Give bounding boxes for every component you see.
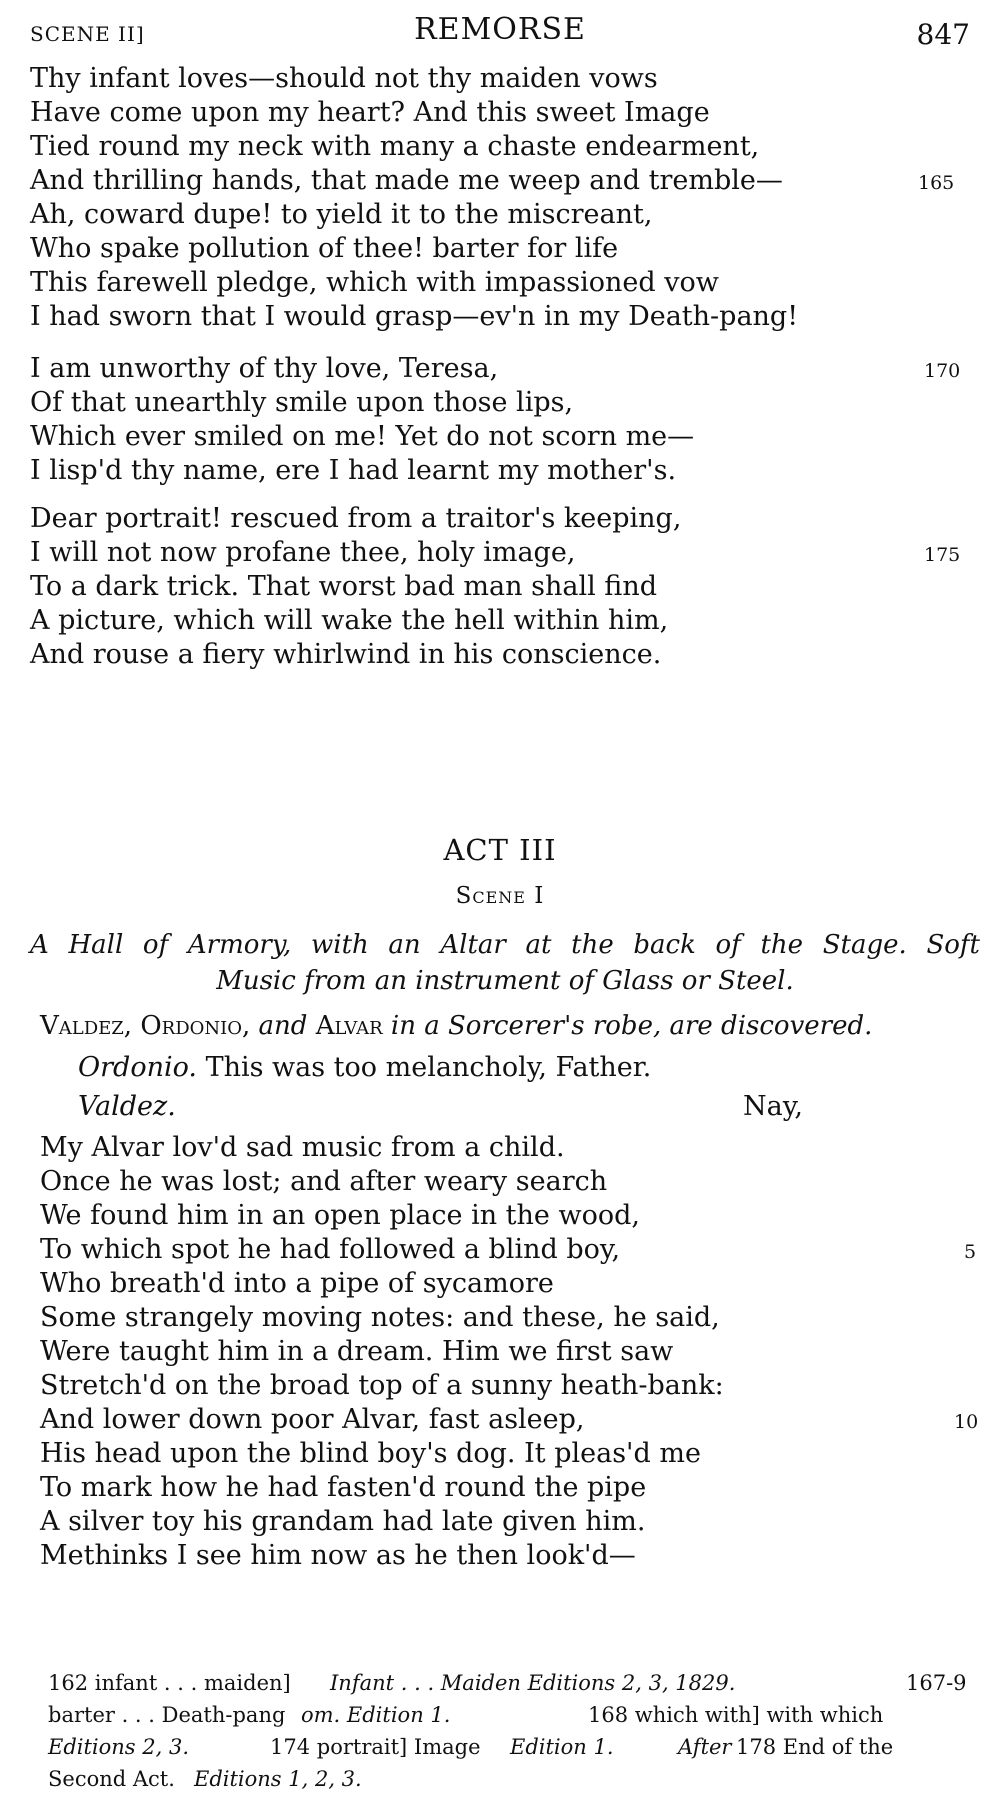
running-head: [30, 8, 970, 51]
verse-line: Once he was lost; and after weary search: [40, 1166, 608, 1197]
footnotes: [48, 1667, 978, 1795]
verse-line: We found him in an open place in the wood,: [40, 1200, 640, 1231]
verse-line: A silver toy his grandam had late given him.: [40, 1506, 646, 1537]
verse-line: A picture, which will wake the hell within him,: [30, 605, 669, 636]
line-number: 165: [918, 172, 955, 194]
verse-line: Methinks I see him now as he then look'd—: [40, 1540, 636, 1571]
footnote-line: Second Act. Editions 1, 2, 3.: [48, 1767, 362, 1791]
speech-valdez: [78, 1090, 176, 1124]
stage-direction-line: A Hall of Armory, with an Altar at the back of the Stage. Soft: [30, 930, 980, 960]
verse-line: Thy infant loves—should not thy maiden vows: [30, 63, 658, 94]
footnote-line: 162 infant . . . maiden] Infant . . . Maiden Editions 2, 3, 1829. 167-9: [48, 1671, 967, 1695]
footnote-line: Editions 2, 3. 174 portrait] Image Edition 1. After 178 End of the: [48, 1735, 894, 1759]
verse-line: Of that unearthly smile upon those lips,: [30, 387, 574, 418]
verse-speech: [40, 1131, 990, 1573]
cast-conjunction: and: [258, 1011, 308, 1041]
verse-line: I will not now profane thee, holy image, 175: [30, 536, 980, 570]
line-number: 10: [954, 1411, 979, 1433]
verse-line: Were taught him in a dream. Him we first saw: [40, 1336, 674, 1367]
verse-line: I had sworn that I would grasp—ev'n in my Death-pang!: [30, 301, 799, 332]
verse-line: And lower down poor Alvar, fast asleep, 10: [40, 1403, 990, 1437]
verse-line: This farewell pledge, which with impassioned vow: [30, 267, 719, 298]
speech-text: Nay,: [743, 1091, 803, 1122]
verse-line: And thrilling hands, that made me weep and tremble— 165: [30, 164, 980, 198]
character-name-alvar: Alvar: [315, 1011, 383, 1041]
verse-line: Stretch'd on the broad top of a sunny heath-bank:: [40, 1370, 724, 1401]
verse-line: Ah, coward dupe! to yield it to the miscreant,: [30, 199, 653, 230]
verse-line: Who breath'd into a pipe of sycamore: [40, 1268, 554, 1299]
verse-line: I am unworthy of thy love, Teresa, 170: [30, 352, 980, 386]
stage-direction: [30, 927, 980, 999]
page-title: REMORSE: [414, 12, 586, 47]
line-number: 175: [924, 544, 961, 566]
verse-line: His head upon the blind boy's dog. It pleas'd me: [40, 1438, 701, 1469]
verse-line: Who spake pollution of thee! barter for life: [30, 233, 619, 264]
footnote-line: barter . . . Death-pang om. Edition 1. 168 which with] with which: [48, 1703, 884, 1727]
line-number: 170: [924, 360, 961, 382]
verse-stanza-2: [30, 352, 980, 488]
verse-line: To a dark trick. That worst bad man shall find: [30, 571, 657, 602]
verse-line: Tied round my neck with many a chaste endearment,: [30, 131, 760, 162]
verse-line: And rouse a fiery whirlwind in his conscience.: [30, 639, 662, 670]
verse-stanza-1: [30, 62, 980, 334]
verse-stanza-3: [30, 502, 980, 672]
verse-line: Have come upon my heart? And this sweet Image: [30, 97, 710, 128]
act-heading: ACT III: [443, 833, 557, 867]
cast-list: [40, 1009, 980, 1043]
verse-line: To mark how he had fasten'd round the pipe: [40, 1472, 647, 1503]
verse-line: Dear portrait! rescued from a traitor's keeping,: [30, 503, 682, 534]
cast-description: in a Sorcerer's robe, are discovered.: [390, 1011, 873, 1041]
scene-heading: Scene I: [455, 883, 545, 909]
speaker-name: Valdez.: [78, 1091, 176, 1122]
stage-direction-line: Music from an instrument of Glass or Steel.: [216, 966, 794, 996]
line-number: 5: [964, 1241, 977, 1263]
verse-line: Some strangely moving notes: and these, he said,: [40, 1302, 720, 1333]
verse-line: My Alvar lov'd sad music from a child.: [40, 1132, 565, 1163]
verse-line: To which spot he had followed a blind boy, 5: [40, 1233, 990, 1267]
speaker-name: Ordonio.: [78, 1052, 197, 1083]
speech-ordonio: [78, 1051, 651, 1085]
page-number: 847: [916, 18, 970, 51]
character-names: Valdez, Ordonio,: [40, 1011, 251, 1041]
speech-text: This was too melancholy, Father.: [205, 1052, 652, 1083]
scene-marker: SCENE II]: [30, 22, 145, 46]
verse-line: I lisp'd thy name, ere I had learnt my mother's.: [30, 455, 677, 486]
verse-line: Which ever smiled on me! Yet do not scorn me—: [30, 421, 695, 452]
